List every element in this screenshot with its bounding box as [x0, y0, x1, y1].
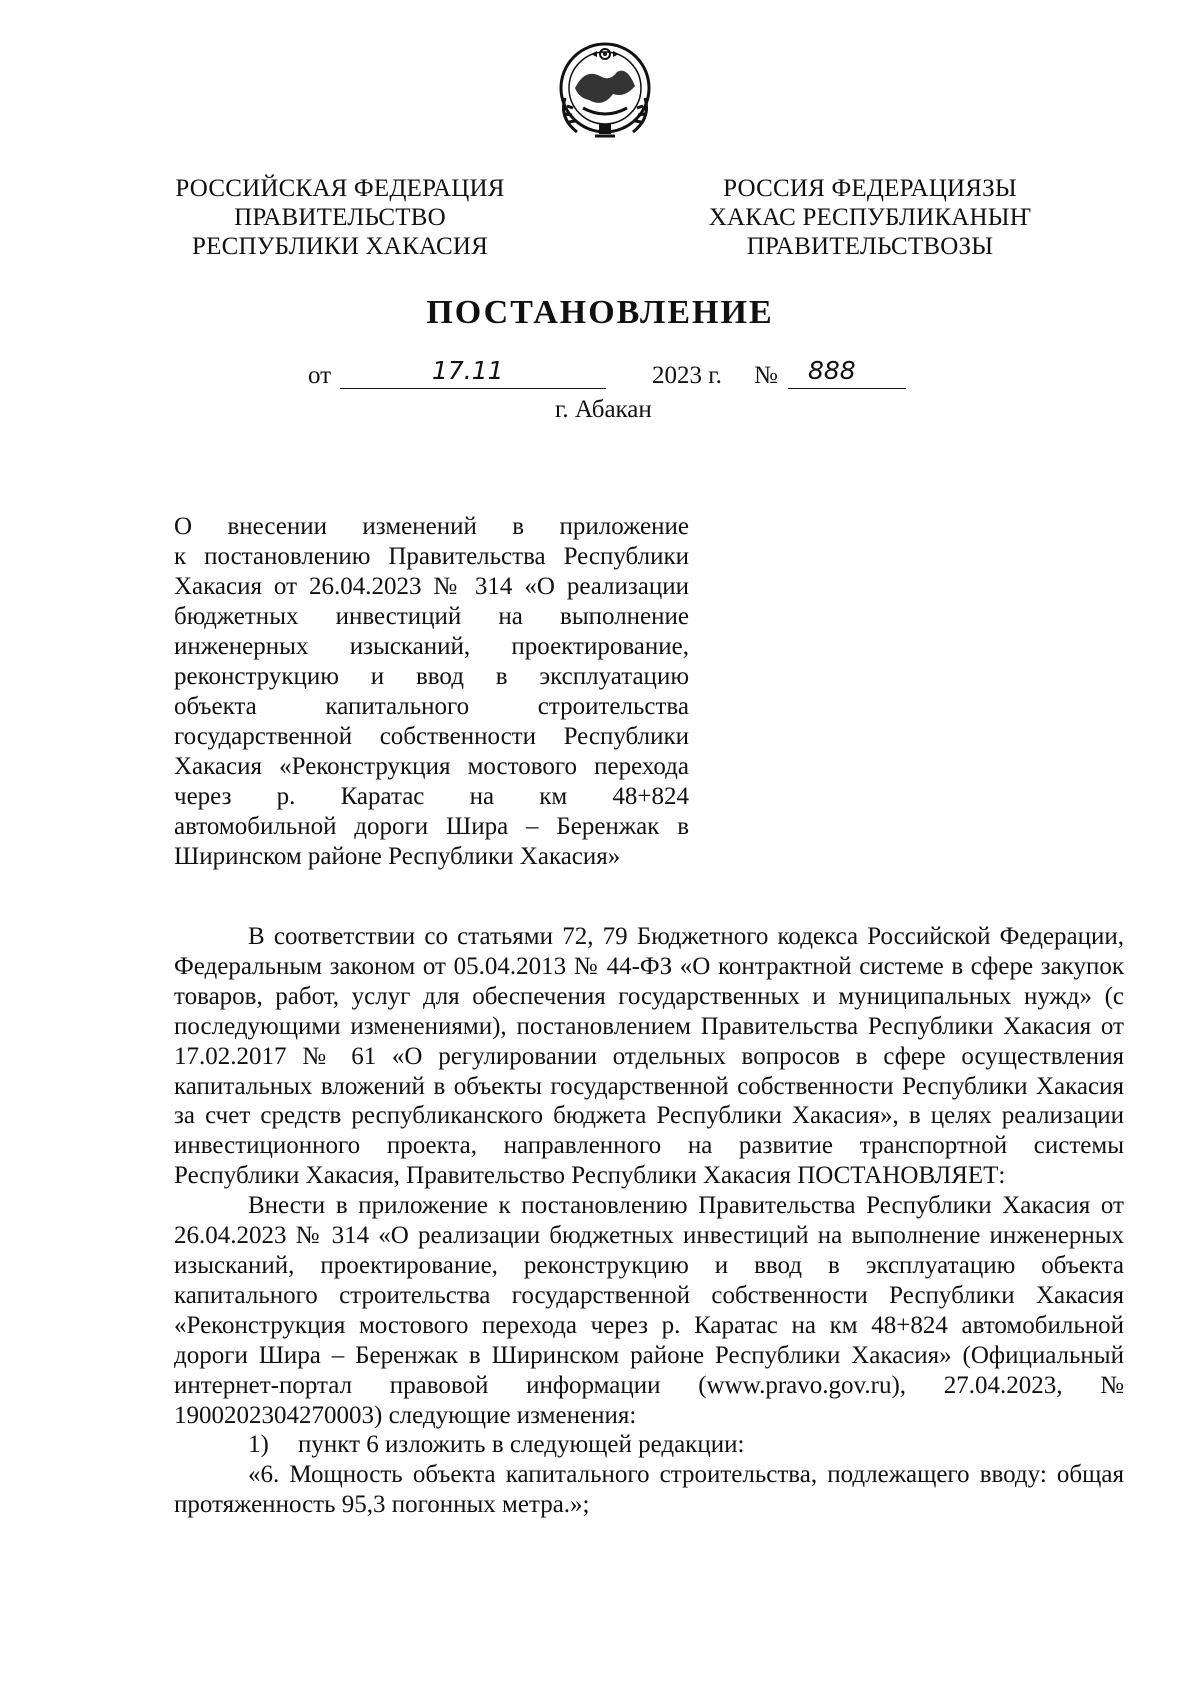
year-label: 2023 г. — [652, 362, 722, 389]
document-subject — [174, 512, 689, 872]
date-underline — [340, 388, 606, 389]
header-left-line: ПРАВИТЕЛЬСТВО — [234, 204, 446, 231]
header-left-block — [170, 174, 510, 261]
subject-line: к постановлению Правительства Республики — [174, 543, 689, 570]
document-title: ПОСТАНОВЛЕНИЕ — [426, 294, 774, 331]
subject-line: Хакасия «Реконструкция мостового перехода — [174, 753, 689, 780]
subject-line: автомобильной дороги Шира – Беренжак в — [174, 813, 689, 840]
body-paragraph-preamble: В соответствии со статьями 72, 79 Бюджетного кодекса Российской Федерации, Федеральным законом от 05.04.2013 № 44-ФЗ «О контрактной системе в сфере закупок товаров, работ, услуг для обеспечения государственных и муниципальных нужд» (с последующими изменениями), постановлением Правительства Республики Хакасия от 17.02.2017 № 61 «О регулировании отдельных вопросов в сфере осуществления капитальных вложений в объекты государственной собственности Республики Хакасия за счет средств республиканского бюджета Республики Хакасия», в целях реализации инвестиционного проекта, направленного на развитие транспортной системы Республики Хакасия, Правительство Республики Хакасия ПОСТАНОВЛЯЕТ: — [174, 923, 1124, 1190]
number-underline — [788, 388, 906, 389]
header-right-line: ХАКАС РЕСПУБЛИКАНЫҤ — [708, 204, 1032, 231]
header-right-line: РОССИЯ ФЕДЕРАЦИЯЗЫ — [723, 175, 1017, 202]
amendment-item-number: 1) — [248, 1431, 269, 1459]
subject-line: инженерных изысканий, проектирование, — [174, 633, 689, 660]
coat-of-arms-emblem — [555, 38, 655, 142]
header-left-line: РОССИЙСКАЯ ФЕДЕРАЦИЯ — [175, 175, 505, 202]
body-paragraph-resolution: Внести в приложение к постановлению Правительства Республики Хакасия от 26.04.2023 № 314 «О реализации бюджетных инвестиций на выполнение инженерных изысканий, проектирование, реконструкцию и ввод в эксплуатацию объекта капитального строительства государственной собственности Республики Хакасия «Реконструкция мостового перехода через р. Каратас на км 48+824 автомобильной дороги Шира – Беренжак в Ширинском районе Республики Хакасия» (Официальный интернет-портал правовой информации (www.pravo.gov.ru), 27.04.2023, № 1900202304270003) следующие изменения: — [174, 1192, 1124, 1429]
subject-line: Хакасия от 26.04.2023 № 314 «О реализации — [174, 573, 689, 600]
subject-line: О внесении изменений в приложение — [174, 513, 689, 540]
subject-line: Ширинском районе Республики Хакасия» — [174, 843, 621, 870]
subject-line: бюджетных инвестиций на выполнение — [174, 603, 689, 630]
subject-line: через р. Каратас на км 48+824 — [174, 783, 689, 810]
header-left-line: РЕСПУБЛИКИ ХАКАСИЯ — [192, 233, 488, 260]
handwritten-date: 17.11 — [432, 356, 504, 385]
header-right-line: ПРАВИТЕЛЬСТВОЗЫ — [746, 233, 994, 260]
amendment-item — [174, 1430, 1124, 1460]
city-label: г. Абакан — [555, 396, 652, 423]
amendment-item-text: пункт 6 изложить в следующей редакции: — [298, 1431, 745, 1459]
from-label: от — [308, 362, 332, 389]
document-body — [174, 922, 1124, 1520]
number-label: № — [754, 362, 778, 389]
body-paragraph-new-clause: «6. Мощность объекта капитального строительства, подлежащего вводу: общая протяженность 95,3 погонных метра.»; — [174, 1461, 1124, 1519]
subject-line: реконструкцию и ввод в эксплуатацию — [174, 663, 689, 690]
subject-line: объекта капитального строительства — [174, 693, 689, 720]
subject-line: государственной собственности Республики — [174, 723, 689, 750]
header-right-block — [700, 174, 1040, 261]
handwritten-number: 888 — [808, 356, 856, 385]
